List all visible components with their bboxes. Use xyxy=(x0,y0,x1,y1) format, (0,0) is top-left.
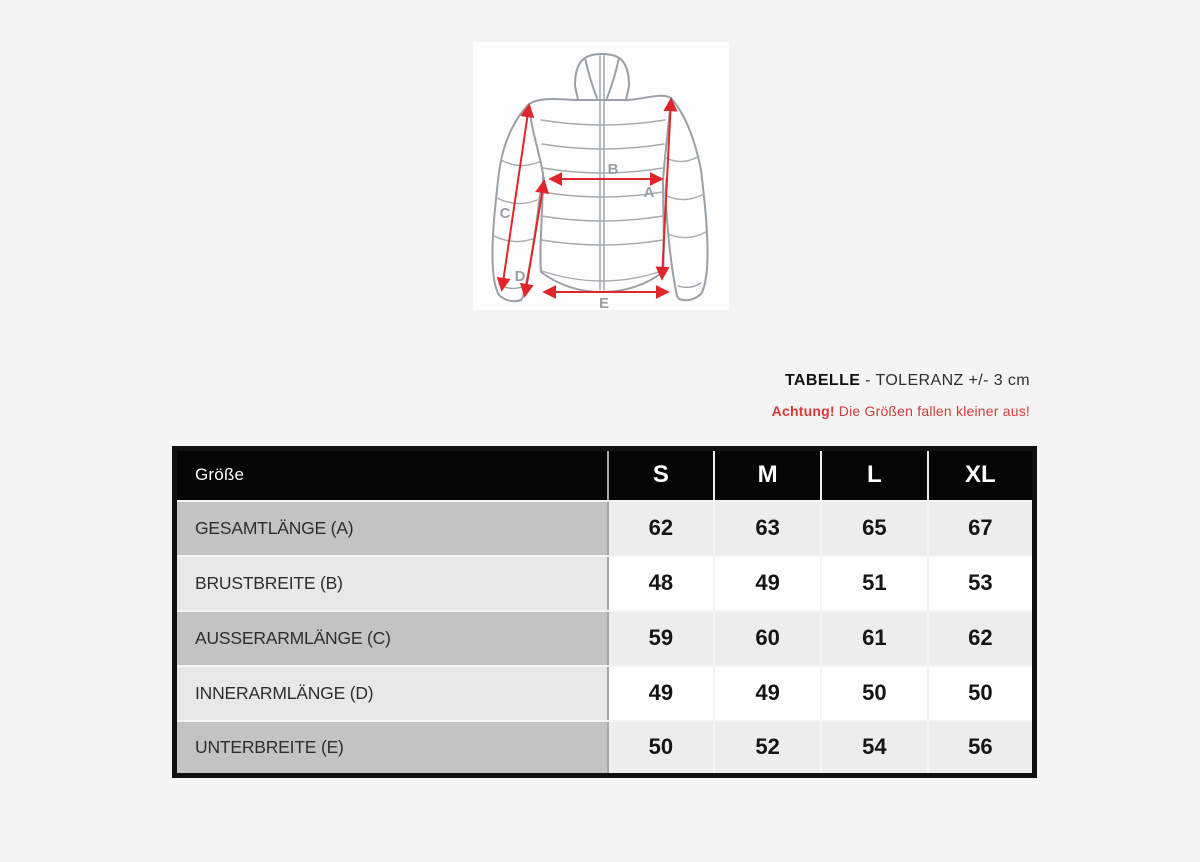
tolerance-note-text: - TOLERANZ +/- 3 cm xyxy=(860,372,1030,389)
table-row xyxy=(175,721,1035,776)
row-value: 65 xyxy=(821,501,928,556)
row-value: 49 xyxy=(714,556,821,611)
size-header-xl: XL xyxy=(928,449,1035,501)
row-value: 56 xyxy=(928,721,1035,776)
row-label: INNERARMLÄNGE (D) xyxy=(175,666,608,721)
jacket-diagram-svg xyxy=(473,42,729,310)
row-value: 62 xyxy=(608,501,715,556)
row-value: 50 xyxy=(608,721,715,776)
size-header-label: Größe xyxy=(175,449,608,501)
arrow-c-outer-arm xyxy=(499,106,529,289)
row-value: 49 xyxy=(608,666,715,721)
jacket-outline xyxy=(492,54,707,301)
row-value: 59 xyxy=(608,611,715,666)
table-caption xyxy=(772,372,1030,419)
tolerance-note-title: TABELLE xyxy=(784,372,861,389)
table-row xyxy=(175,611,1035,666)
row-value: 48 xyxy=(608,556,715,611)
size-header-s: S xyxy=(608,449,715,501)
row-value: 61 xyxy=(821,611,928,666)
warning-note xyxy=(772,403,1030,419)
row-value: 49 xyxy=(714,666,821,721)
label-e: E xyxy=(598,295,610,310)
size-table xyxy=(172,446,1037,778)
label-d: D xyxy=(514,268,526,285)
row-value: 60 xyxy=(714,611,821,666)
row-value: 53 xyxy=(928,556,1035,611)
row-value: 63 xyxy=(714,501,821,556)
row-value: 51 xyxy=(821,556,928,611)
table-row xyxy=(175,501,1035,556)
tolerance-note xyxy=(772,372,1030,390)
row-label: AUSSERARMLÄNGE (C) xyxy=(175,611,608,666)
row-value: 62 xyxy=(928,611,1035,666)
label-b: B xyxy=(607,161,619,178)
label-a: A xyxy=(643,184,655,201)
row-label: BRUSTBREITE (B) xyxy=(175,556,608,611)
row-value: 54 xyxy=(821,721,928,776)
size-header-l: L xyxy=(821,449,928,501)
row-value: 50 xyxy=(821,666,928,721)
size-header-m: M xyxy=(714,449,821,501)
table-row xyxy=(175,666,1035,721)
label-c: C xyxy=(499,205,511,222)
table-row xyxy=(175,556,1035,611)
row-label: UNTERBREITE (E) xyxy=(175,721,608,776)
warning-note-text: Die Größen fallen kleiner aus! xyxy=(834,403,1030,419)
row-label: GESAMTLÄNGE (A) xyxy=(175,501,608,556)
jacket-diagram xyxy=(473,42,729,310)
size-table-header-row xyxy=(175,449,1035,501)
row-value: 50 xyxy=(928,666,1035,721)
row-value: 52 xyxy=(714,721,821,776)
row-value: 67 xyxy=(928,501,1035,556)
warning-note-title: Achtung! xyxy=(771,403,835,419)
